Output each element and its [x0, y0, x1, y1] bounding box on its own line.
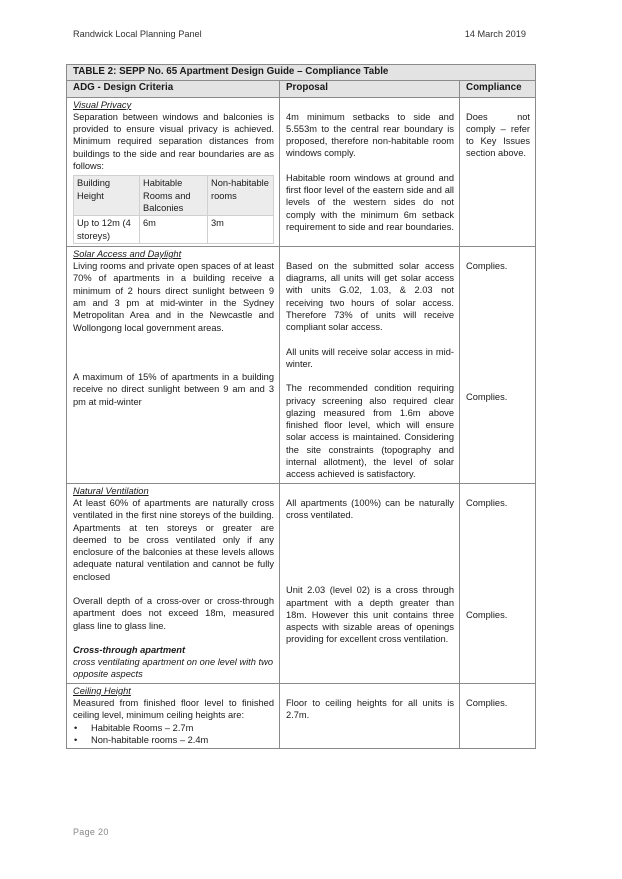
separation-header: Non-habitable rooms	[208, 176, 274, 216]
criteria-text: Separation between windows and balconies is provided to ensure visual privacy is achieved. Minimum required separation distances from buildings to the side and rear boundaries are as follows:	[73, 111, 274, 172]
table-row-solar-access	[67, 246, 536, 483]
column-header-criteria: ADG - Design Criteria	[67, 81, 280, 97]
list-item: • Habitable Rooms – 2.7m	[91, 722, 274, 734]
section-heading: Natural Ventilation	[73, 485, 149, 496]
table-row-ceiling-height	[67, 683, 536, 748]
compliance-text: Does not comply – refer to Key Issues section above.	[466, 111, 531, 159]
criteria-text: Measured from finished floor level to finished ceiling level, minimum ceiling heights are:	[73, 698, 274, 721]
separation-header: Building Height	[74, 176, 140, 216]
compliance-table	[66, 64, 536, 749]
criteria-text: At least 60% of apartments are naturally cross ventilated in the first nine storeys of the building. Apartments at ten storeys or greater are deemed to be cross ventilated only if any enclosure of the balconies at these levels allows adequate natural ventilation and cannot be fully enclosed	[73, 497, 274, 582]
compliance-text: Complies.	[466, 497, 508, 508]
definition-text: cross ventilating apartment on one level with two opposite aspects	[73, 657, 273, 680]
compliance-text: Complies.	[466, 392, 508, 403]
separation-cell: Up to 12m (4 storeys)	[74, 216, 140, 244]
separation-cell: 3m	[208, 216, 274, 244]
table-row-natural-ventilation	[67, 483, 536, 683]
proposal-text: Floor to ceiling heights for all units is 2.7m.	[286, 697, 454, 721]
page-number: Page 20	[73, 827, 109, 837]
definition-title: Cross-through apartment	[73, 644, 186, 655]
section-heading: Solar Access and Daylight	[73, 248, 182, 259]
compliance-text: Complies.	[466, 609, 508, 620]
section-heading: Ceiling Height	[73, 685, 131, 696]
separation-header: Habitable Rooms and Balconies	[140, 176, 208, 216]
compliance-text: Complies.	[466, 697, 508, 708]
proposal-text: The recommended condition requiring privacy screening also required clear glazing measured from 1.6m above finished floor level, which will ensure solar access is maintained. Considering the site constraints (topography and internal allotment), the level of solar access achieved is satisfactory.	[286, 383, 454, 480]
list-item: • Non-habitable rooms – 2.4m	[91, 734, 274, 746]
proposal-text: Unit 2.03 (level 02) is a cross through apartment with a depth greater than 18m. However this unit contains three aspects with sizable areas of openings providing for excellent cross ventilation.	[286, 585, 454, 645]
column-header-compliance: Compliance	[460, 81, 536, 97]
ceiling-height-list	[73, 722, 274, 747]
table-title: TABLE 2: SEPP No. 65 Apartment Design Guide – Compliance Table	[67, 65, 536, 81]
header-date: 14 March 2019	[464, 29, 526, 39]
proposal-text: All apartments (100%) can be naturally cross ventilated.	[286, 497, 454, 520]
header-left: Randwick Local Planning Panel	[73, 29, 202, 39]
separation-cell: 6m	[140, 216, 208, 244]
compliance-text: Complies.	[466, 260, 508, 271]
criteria-text: Living rooms and private open spaces of at least 70% of apartments in a building receive a minimum of 2 hours direct sunlight between 9 am and 3 pm at mid-winter in the Sydney Metropolitan Area and in the Newcastle and Wollongong local government areas.	[73, 261, 274, 333]
proposal-text: Based on the submitted solar access diagrams, all units will get solar access with units G.02, 1.03, & 2.03 not receiving two hours of solar access. Therefore 73% of units will receive compliant solar access.	[286, 260, 454, 333]
separation-table	[73, 175, 274, 243]
proposal-text: 4m minimum setbacks to side and 5.553m to the central rear boundary is proposed, therefore non-habitable room windows comply.	[286, 111, 454, 159]
criteria-text: A maximum of 15% of apartments in a building receive no direct sunlight between 9 am and 3 pm at mid-winter	[73, 371, 274, 407]
section-heading: Visual Privacy	[73, 99, 132, 110]
table-row-visual-privacy	[67, 97, 536, 246]
criteria-text: Overall depth of a cross-over or cross-through apartment does not exceed 18m, measured glass line to glass line.	[73, 595, 274, 631]
proposal-text: Habitable room windows at ground and first floor level of the eastern side and all levels of the western sides do not comply with the minimum 6m setback requirement to side and rear boundaries.	[286, 172, 454, 232]
column-header-proposal: Proposal	[280, 81, 460, 97]
proposal-text: All units will receive solar access in mid-winter.	[286, 346, 454, 369]
